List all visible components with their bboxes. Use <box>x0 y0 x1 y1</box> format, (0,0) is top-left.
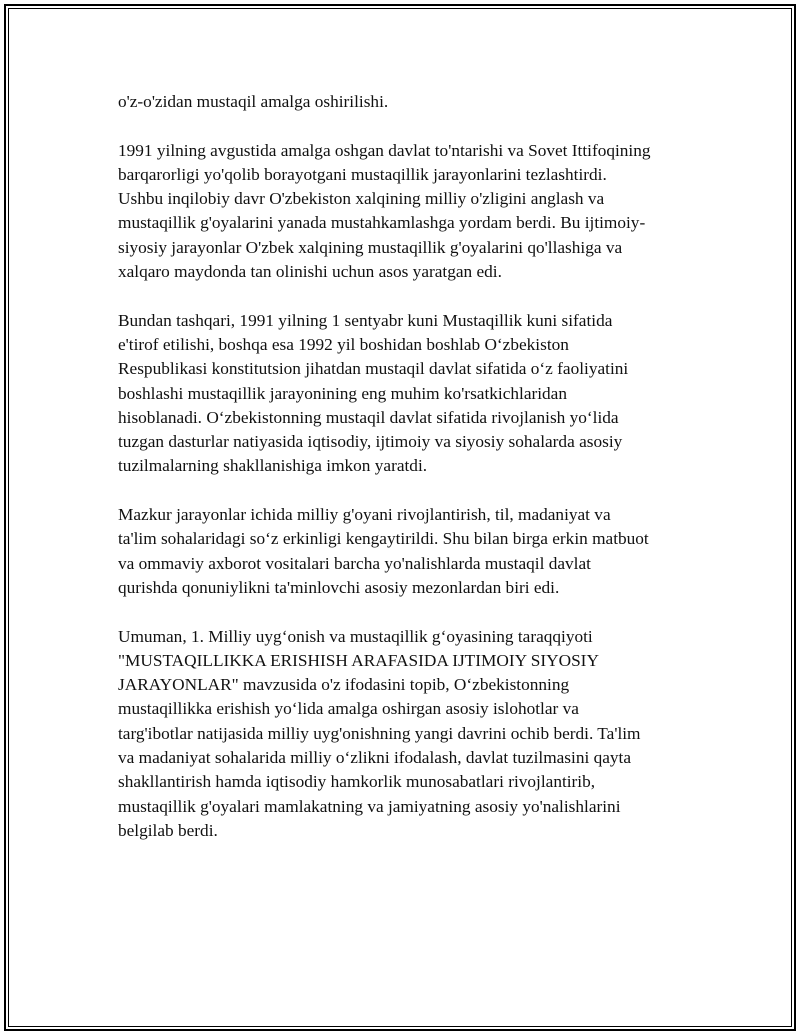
text-line: ta'lim sohalaridagi so‘z erkinligi kengaytirildi. Shu bilan birga erkin matbuot <box>118 529 649 549</box>
paragraph-5 <box>118 625 698 844</box>
text-line: mustaqillik g'oyalari mamlakatning va jamiyatning asosiy yo'nalishlarini <box>118 796 621 816</box>
paragraph-1 <box>118 90 698 114</box>
text-line: Ushbu inqilobiy davr O'zbekiston xalqining milliy o'zligini anglash va <box>118 189 605 209</box>
text-line: 1991 yilning avgustida amalga oshgan davlat to'ntarishi va Sovet Ittifoqining <box>118 140 651 160</box>
text-line: JARAYONLAR" mavzusida o'z ifodasini topib, O‘zbekistonning <box>118 675 570 695</box>
text-line: mustaqillik g'oyalarini yanada mustahkamlashga yordam berdi. Bu ijtimoiy- <box>118 213 646 233</box>
text-line: shakllantirish hamda iqtisodiy hamkorlik munosabatlari rivojlantirib, <box>118 772 596 792</box>
text-line: mustaqillikka erishish yo‘lida amalga oshirgan asosiy islohotlar va <box>118 699 579 719</box>
paragraph-4 <box>118 503 698 600</box>
text-line: siyosiy jarayonlar O'zbek xalqining mustaqillik g'oyalarini qo'llashiga va <box>118 237 623 257</box>
text-line: o'z-o'zidan mustaqil amalga oshirilishi. <box>118 92 389 111</box>
text-line: belgilab berdi. <box>118 820 218 840</box>
document-body <box>118 90 698 868</box>
text-line: e'tirof etilishi, boshqa esa 1992 yil boshidan boshlab O‘zbekiston <box>118 334 569 354</box>
paragraph-2 <box>118 139 698 285</box>
text-line: va ommaviy axborot vositalari barcha yo'nalishlarda mustaqil davlat <box>118 553 591 573</box>
text-line: tuzgan dasturlar natiyasida iqtisodiy, ijtimoiy va siyosiy sohalarda asosiy <box>118 432 623 452</box>
text-line: boshlashi mustaqillik jarayonining eng muhim ko'rsatkichlaridan <box>118 383 567 403</box>
text-line: xalqaro maydonda tan olinishi uchun asos yaratgan edi. <box>118 262 502 282</box>
text-line: "MUSTAQILLIKKA ERISHISH ARAFASIDA IJTIMOIY SIYOSIY <box>118 650 599 670</box>
text-line: barqarorligi yo'qolib borayotgani mustaqillik jarayonlarini tezlashtirdi. <box>118 164 607 184</box>
paragraph-3 <box>118 309 698 479</box>
text-line: va madaniyat sohalarida milliy o‘zlikni ifodalash, davlat tuzilmasini qayta <box>118 748 632 768</box>
text-line: qurishda qonuniylikni ta'minlovchi asosiy mezonlardan biri edi. <box>118 577 560 597</box>
text-line: Respublikasi konstitutsion jihatdan mustaqil davlat sifatida o‘z faoliyatini <box>118 359 629 379</box>
text-line: targ'ibotlar natijasida milliy uyg'onishning yangi davrini ochib berdi. Ta'lim <box>118 723 641 743</box>
text-line: Umuman, 1. Milliy uyg‘onish va mustaqillik g‘oyasining taraqqiyoti <box>118 626 593 646</box>
text-line: tuzilmalarning shakllanishiga imkon yaratdi. <box>118 456 428 476</box>
text-line: Bundan tashqari, 1991 yilning 1 sentyabr kuni Mustaqillik kuni sifatida <box>118 310 613 330</box>
text-line: hisoblanadi. O‘zbekistonning mustaqil davlat sifatida rivojlanish yo‘lida <box>118 407 619 427</box>
text-line: Mazkur jarayonlar ichida milliy g'oyani rivojlantirish, til, madaniyat va <box>118 505 611 525</box>
